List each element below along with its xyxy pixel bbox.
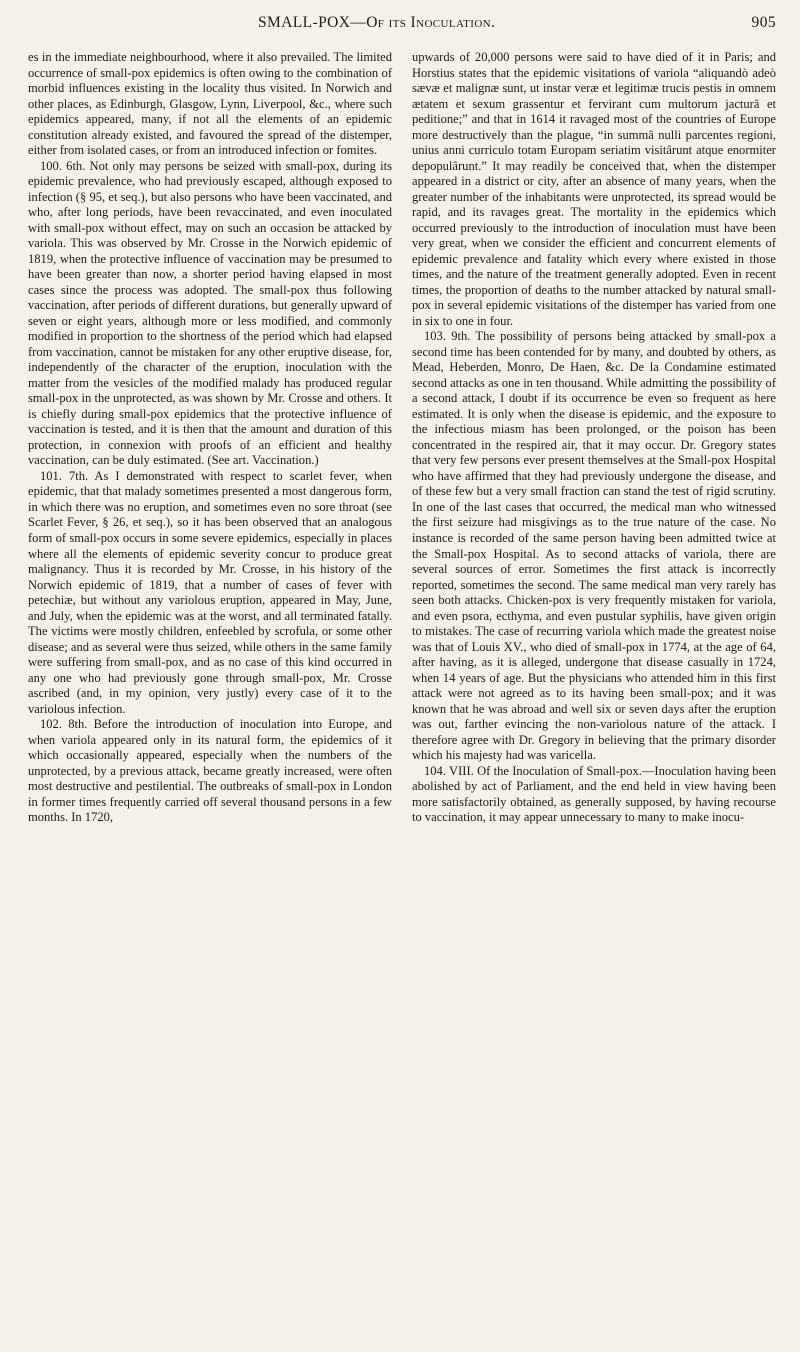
paragraph-103: 103. 9th. The possibility of persons being attacked by small-pox a second time has been contended for by many, and doubted by others, as Mead, Heberden, Monro, De Haen, &c. De la Condamine estimated second attacks as one in ten thousand. While admitting the possibility of a second attack, I doubt if its occurrence be even so frequent as here estimated. It is only when the disease is epidemic, and the exposure to the infectious miasm has been prolonged, or the poison has been concentrated in the respired air, that it may occur. Dr. Gregory states that very few persons ever present themselves at the Small-pox Hospital who have affirmed that they had previously undergone the disease, and of these few but a very small fraction can stand the test of rigid scrutiny. In one of the last cases that occurred, the medical man who witnessed the first seizure had misgivings as to the true nature of the case. No instance is recorded of the same person having been admitted twice at the Small-pox Hospital. As to second attacks of variola, there are several sources of error. Sometimes the first attack is incorrectly reported, sometimes the second. The same medical man very rarely has seen both attacks. Chicken-pox is very frequently mistaken for variola, and even psora, ecthyma, and even pustular syphilis, have given origin to mistakes. The case of recurring variola which made the greatest noise was that of Louis XV., who died of small-pox in 1774, at the age of 64, after having, as it is alleged, undergone that disease casually in 1724, when 14 years of age. But the physicians who attended him in this first attack were not agreed as to its having been small-pox; and it was known that he was abroad and well six or seven days after the eruption was out, farther evincing the non-variolous nature of the attack. I therefore agree with Dr. Gregory in believing that the primary disorder which his majesty had was varicella. [412, 329, 776, 763]
paragraph-101: 101. 7th. As I demonstrated with respect to scarlet fever, when epidemic, that that malady sometimes presented a most dangerous form, in which there was no eruption, and sometimes even no sore throat (see Scarlet Fever, § 26, et seq.), so it has been observed that an analogous form of small-pox occurs in some severe epidemics, especially in places where all the elements of epidemic severity concur to produce great malignancy. Thus it is recorded by Mr. Crosse, in his history of the Norwich epidemic of 1819, that a number of cases of fever with petechiæ, but without any variolous eruption, appeared in May, June, and July, when the epidemic was at the worst, and all terminated fatally. The victims were mostly children, enfeebled by scrofula, or some other disease; and as several were thus seized, while others in the same family were suffering from small-pox, and as no case of this kind occurred in any one who had previously gone through small-pox, Mr. Crosse ascribed (and, in my opinion, very justly) every case of it to the variolous infection. [28, 468, 392, 716]
right-column [412, 50, 776, 826]
paragraph-102-continued: upwards of 20,000 persons were said to have died of it in Paris; and Horstius states that the epidemic visitations of variola “aliquandò adeò sævæ et malignæ sunt, ut instar veræ et legitimæ trucis pestis in omnem ætatem et sexum grassentur et fervirant cum multorum jacturâ et peditione;” and that in 1614 it ravaged most of the countries of Europe more destructively than the plague, “in summâ nulli parcentes regioni, unius anni curriculo totam Europam seriatim visitârunt atque enormiter depopulârunt.” It may readily be conceived that, when the distemper appeared in a district or city, after an absence of many years, when the greater number of the inhabitants were unprotected, its spread would be rapid, and its ravages great. The mortality in the epidemics which occurred previously to the introduction of inoculation must have been very great, when we consider the efficient and concurrent elements of epidemic prevalence and fatality which every where existed in those times, and the nature of the treatment generally adopted. Even in recent times, the proportion of deaths to the number attacked by natural small-pox in several epidemic visitations of the distemper has varied from one in six to one in four. [412, 50, 776, 328]
paragraph-continued: es in the immediate neighbourhood, where it also prevailed. The limited occurrence of small-pox epidemics is often owing to the combination of morbid influences existing in the locality thus visited. In Norwich and other places, as Edinburgh, Glasgow, Lynn, Liverpool, &c., where such epidemics appeared, many, if not all the elements of an epidemic constitution already existed, and favoured the spread of the distemper, either from isolated cases, or from an introduced infection or fomites. [28, 50, 392, 158]
paragraph-102: 102. 8th. Before the introduction of inoculation into Europe, and when variola appeared only in its natural form, the epidemics of it which occasionally appeared, especially when the numbers of the unprotected, by a previous attack, became greatly increased, were often most destructive and pestilential. The outbreaks of small-pox in London in former times frequently carried off several thousand persons in a few months. In 1720, [28, 717, 392, 825]
page-number: 905 [751, 14, 776, 31]
left-column [28, 50, 392, 826]
running-title: SMALL-POX—Of its Inoculation. [258, 14, 496, 31]
running-header [0, 10, 800, 40]
paragraph-100: 100. 6th. Not only may persons be seized with small-pox, during its epidemic prevalence, who had previously escaped, although exposed to infection (§ 95, et seq.), but also persons who have been vaccinated, and who, after long periods, have been revaccinated, and even inoculated with small-pox without effect, may on such an occasion be attacked by variola. This was observed by Mr. Crosse in the Norwich epidemic of 1819, when the protective influence of vaccination may be presumed to have been greater than now, a shorter period having elapsed in most cases since the process was adopted. The small-pox thus following vaccination, after periods of different durations, but generally upward of seven or eight years, although more or less modified, and commonly modified in proportion to the shortness of the period which had elapsed from vaccination, cannot be mistaken for any other eruptive disease, for, independently of the character of the eruption, inoculation with the matter from the vesicles of the modified malady has produced regular small-pox in the unprotected, as was shown by Mr. Crosse and others. It is chiefly during small-pox epidemics that the protective influence of vaccination is tested, and it is then that the amount and duration of this protection, in connexion with proofs of an efficient and healthy vaccination, can be duly estimated. (See art. Vaccination.) [28, 158, 392, 468]
paragraph-104: 104. VIII. Of the Inoculation of Small-pox.—Inoculation having been abolished by act of Parliament, and the end held in view having been more satisfactorily obtained, as generally supposed, by having recourse to vaccination, it may appear unnecessary to many to make inocu- [412, 763, 776, 825]
